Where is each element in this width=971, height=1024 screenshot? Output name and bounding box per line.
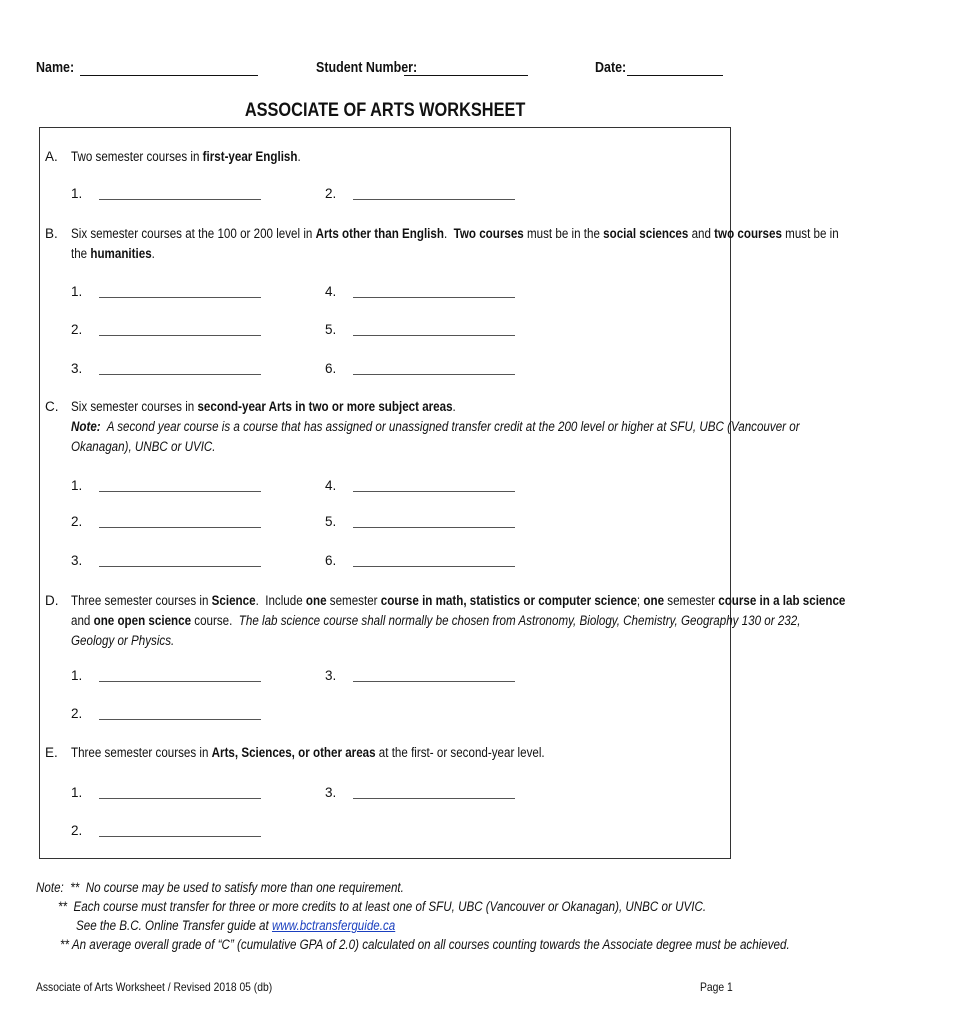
entry-number: 1. xyxy=(71,478,83,493)
course-blank[interactable] xyxy=(99,566,261,567)
student-info-header xyxy=(36,60,736,82)
course-blank[interactable] xyxy=(99,199,261,200)
section-d-bold: one xyxy=(305,593,327,608)
section-b-text: must be in xyxy=(781,226,839,241)
course-blank[interactable] xyxy=(99,836,261,837)
section-b-bold: social sciences xyxy=(603,226,689,241)
course-blank[interactable] xyxy=(99,527,261,528)
note-line: See the B.C. Online Transfer guide at xyxy=(76,918,272,933)
course-blank[interactable] xyxy=(353,374,515,375)
entry-number: 1. xyxy=(71,785,83,800)
footnotes xyxy=(36,878,908,954)
note-label: Note: xyxy=(71,419,101,434)
section-d-italic: Geology or Physics. xyxy=(71,633,175,648)
section-b-bold: humanities xyxy=(90,246,152,261)
note-text: A second year course is a course that has assigned or unassigned transfer credit at the 200 level or higher at SFU, UBC (Vancouver or xyxy=(100,419,800,434)
entry-number: 1. xyxy=(71,284,83,299)
section-b-text: and xyxy=(688,226,715,241)
section-d-italic: The lab science course shall normally be chosen from Astronomy, Biology, Chemistry, Geography 130 or 232, xyxy=(238,613,801,628)
course-blank[interactable] xyxy=(353,491,515,492)
section-d-bold: one xyxy=(643,593,665,608)
entry-number: 2. xyxy=(71,322,83,337)
course-blank[interactable] xyxy=(99,335,261,336)
course-blank[interactable] xyxy=(353,297,515,298)
entry-number: 2. xyxy=(71,706,83,721)
entry-number: 2. xyxy=(325,186,337,201)
note-line: ** Each course must transfer for three or more credits to at least one of SFU, UBC (Vancouver or Okanagan), UNBC or UVIC. xyxy=(58,899,707,914)
entry-number: 5. xyxy=(325,322,337,337)
section-b-bold: two courses xyxy=(714,226,782,241)
entry-number: 1. xyxy=(71,186,83,201)
date-field[interactable] xyxy=(627,75,723,76)
notes-label: Note: xyxy=(36,880,64,895)
footer-revision: Associate of Arts Worksheet / Revised 2018 05 (db) xyxy=(36,980,273,994)
entry-number: 2. xyxy=(71,514,83,529)
section-d-text: semester xyxy=(326,593,381,608)
section-letter: B. xyxy=(45,226,58,241)
course-blank[interactable] xyxy=(99,297,261,298)
page-title: ASSOCIATE OF ARTS WORKSHEET xyxy=(244,100,526,121)
section-d-bold: course in a lab science xyxy=(718,593,846,608)
section-letter: E. xyxy=(45,745,58,760)
section-b-text: . xyxy=(151,246,155,261)
section-b-text: must be in the xyxy=(523,226,604,241)
note-line: ** No course may be used to satisfy more than one requirement. xyxy=(70,880,404,895)
entry-number: 3. xyxy=(325,785,337,800)
section-d-bold: Science xyxy=(211,593,256,608)
course-blank[interactable] xyxy=(99,491,261,492)
section-d-text: . Include xyxy=(255,593,306,608)
name-label: Name: xyxy=(36,60,75,76)
section-d-text: and xyxy=(71,613,94,628)
entry-number: 6. xyxy=(325,553,337,568)
course-blank[interactable] xyxy=(353,335,515,336)
name-field[interactable] xyxy=(80,75,258,76)
note-line: ** An average overall grade of “C” (cumulative GPA of 2.0) calculated on all courses counting towards the Associate degree must be achieved. xyxy=(60,937,790,952)
entry-number: 2. xyxy=(71,823,83,838)
section-e-text: Three semester courses in xyxy=(71,745,212,760)
section-d-text: Three semester courses in xyxy=(71,593,212,608)
section-a-text: Two semester courses in xyxy=(71,149,203,164)
entry-number: 3. xyxy=(71,553,83,568)
course-blank[interactable] xyxy=(99,719,261,720)
section-a-bold: first-year English xyxy=(202,149,298,164)
section-letter: C. xyxy=(45,399,59,414)
course-blank[interactable] xyxy=(353,681,515,682)
transfer-guide-link[interactable]: www.bctransferguide.ca xyxy=(271,918,396,933)
course-blank[interactable] xyxy=(99,798,261,799)
section-e-text: at the first- or second-year level. xyxy=(375,745,545,760)
section-b-text: . xyxy=(443,226,454,241)
section-d-bold: one open science xyxy=(93,613,192,628)
section-e-bold: Arts, Sciences, or other areas xyxy=(211,745,376,760)
course-blank[interactable] xyxy=(99,374,261,375)
section-b-bold: Arts other than English xyxy=(315,226,444,241)
section-b-bold: Two courses xyxy=(453,226,524,241)
section-c-text: . xyxy=(452,399,456,414)
section-d-bold: course in math, statistics or computer science xyxy=(380,593,637,608)
student-number-field[interactable] xyxy=(404,75,528,76)
course-blank[interactable] xyxy=(353,527,515,528)
entry-number: 6. xyxy=(325,361,337,376)
entry-number: 1. xyxy=(71,668,83,683)
page-number: Page 1 xyxy=(700,980,733,994)
entry-number: 3. xyxy=(71,361,83,376)
course-blank[interactable] xyxy=(353,798,515,799)
section-a-text: . xyxy=(297,149,301,164)
entry-number: 4. xyxy=(325,478,337,493)
section-c-text: Six semester courses in xyxy=(71,399,198,414)
entry-number: 3. xyxy=(325,668,337,683)
entry-number: 5. xyxy=(325,514,337,529)
section-d-text: course. xyxy=(191,613,239,628)
course-blank[interactable] xyxy=(353,566,515,567)
section-c-bold: second-year Arts in two or more subject areas xyxy=(197,399,453,414)
course-blank[interactable] xyxy=(353,199,515,200)
section-d-text: ; xyxy=(636,593,644,608)
date-label: Date: xyxy=(595,60,627,76)
section-b-text: the xyxy=(71,246,91,261)
section-d-text: semester xyxy=(664,593,719,608)
entry-number: 4. xyxy=(325,284,337,299)
course-blank[interactable] xyxy=(99,681,261,682)
section-letter: D. xyxy=(45,593,59,608)
section-letter: A. xyxy=(45,149,58,164)
note-text: Okanagan), UNBC or UVIC. xyxy=(71,439,216,454)
section-b-text: Six semester courses at the 100 or 200 level in xyxy=(71,226,316,241)
student-number-label: Student Number: xyxy=(316,60,418,76)
